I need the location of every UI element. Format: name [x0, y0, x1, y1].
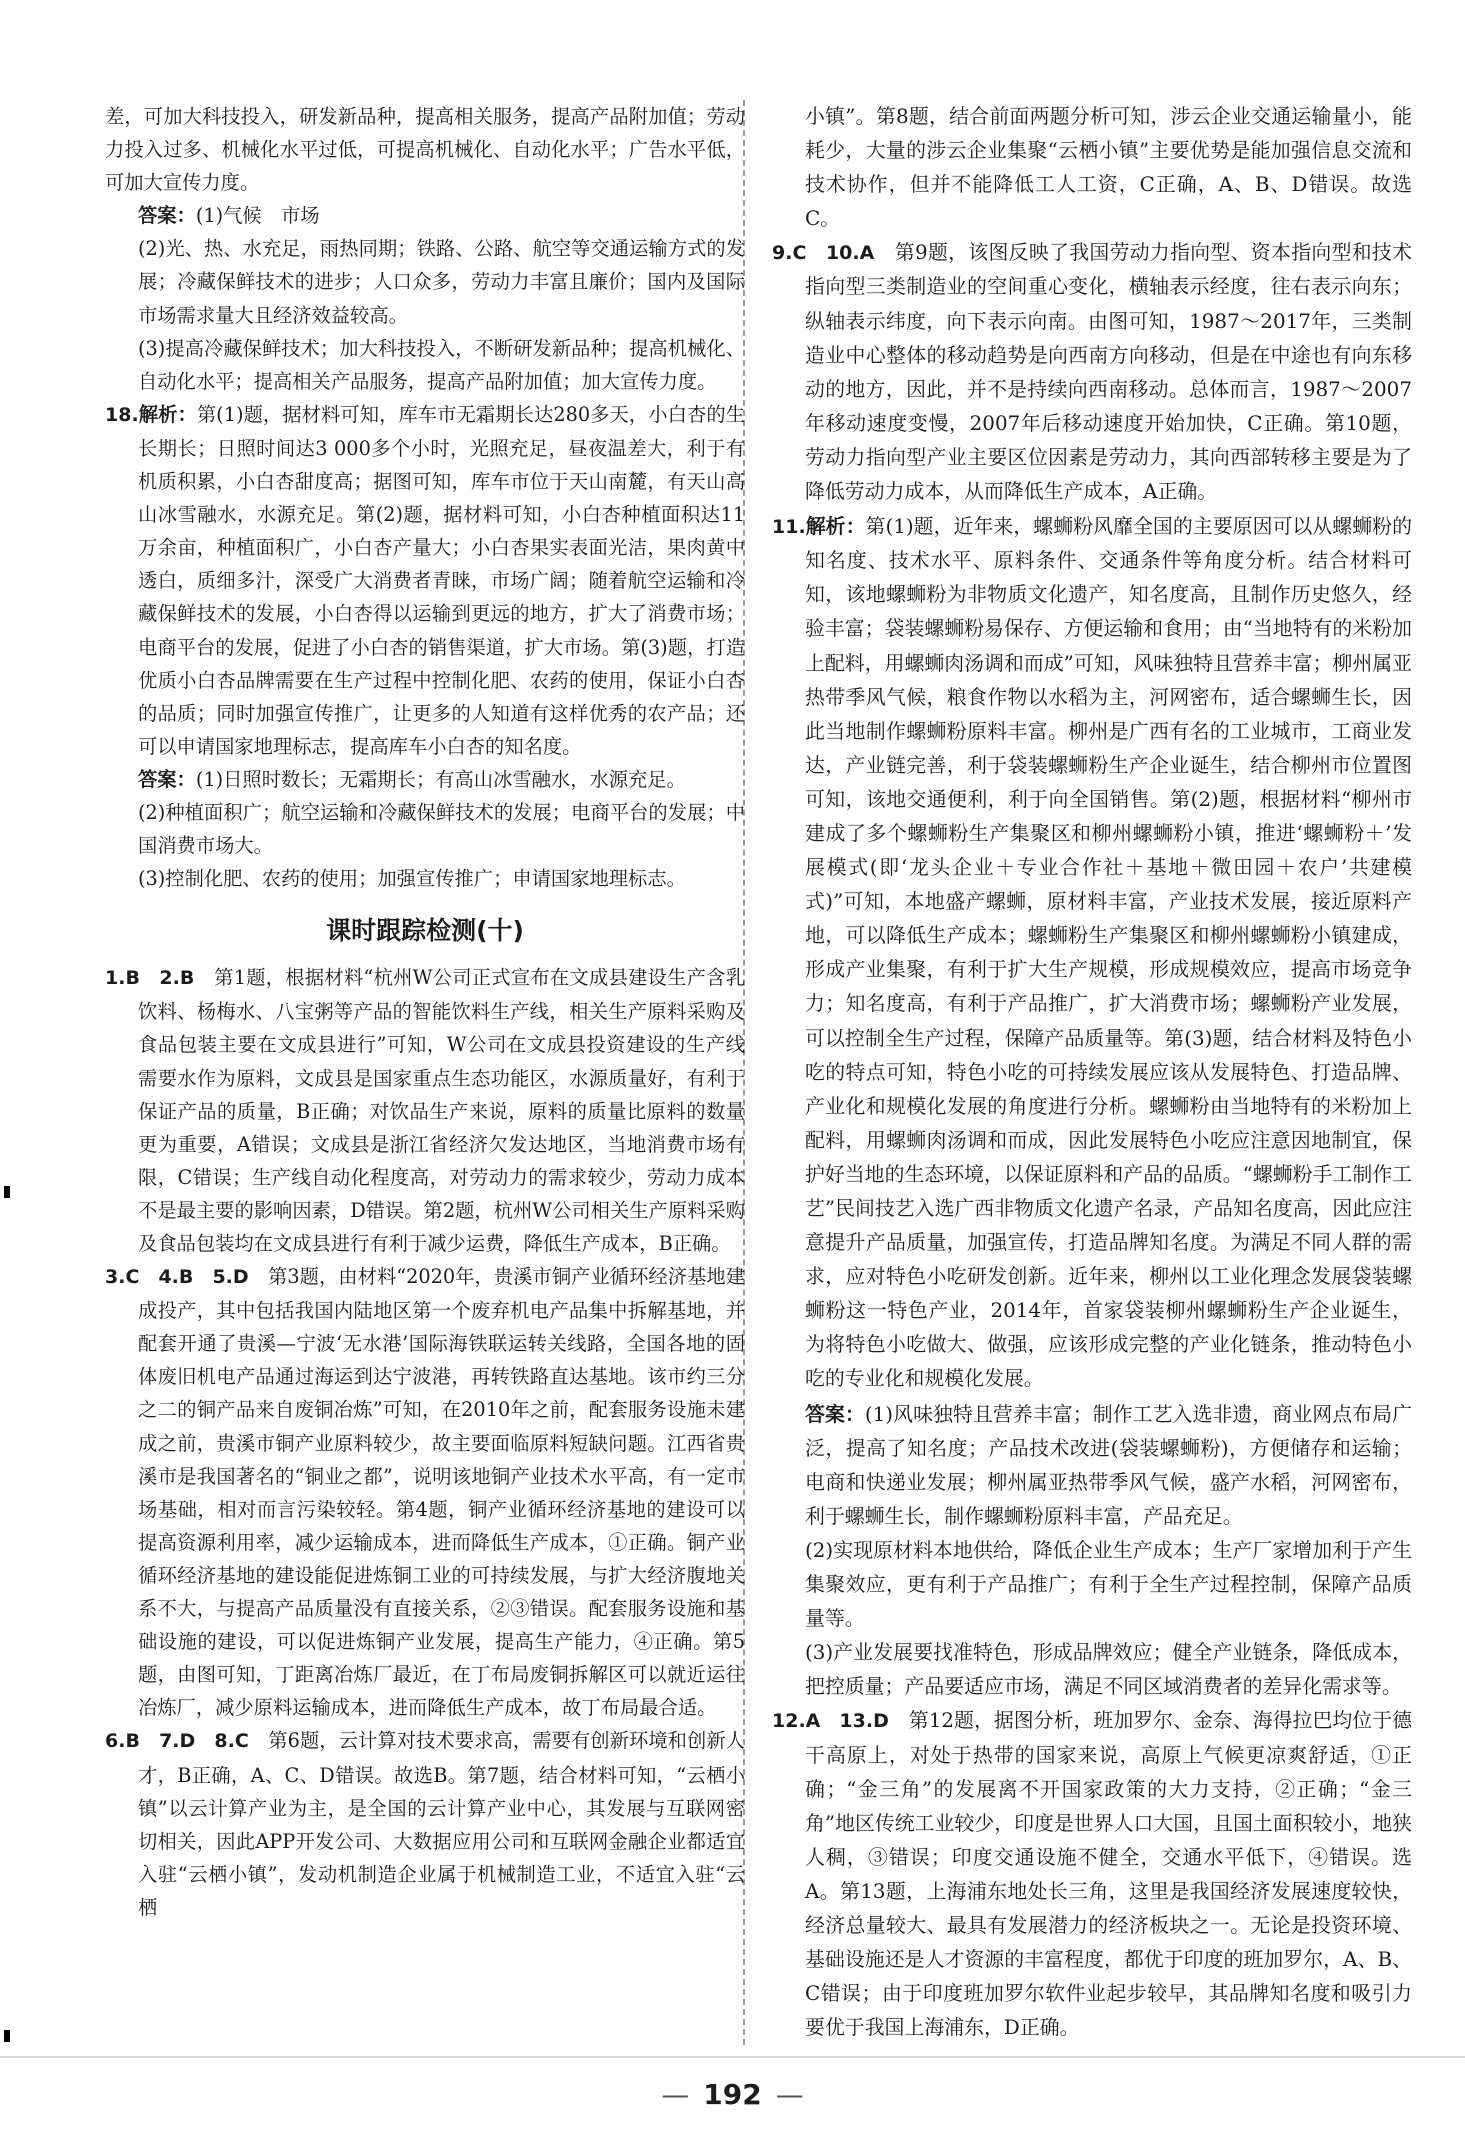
footer-rule [0, 2056, 1465, 2058]
q17-continued: 差，可加大科技投入，研发新品种，提高相关服务，提高产品附加值；劳动力投入过多、机械化水平过低，可提高机械化、自动化水平；广告水平低，可加大宣传力度。 [105, 105, 745, 195]
q18-answer-1: 答案：(1)日照时数长；无霜期长；有高山冰雪融水，水源充足。 [138, 767, 686, 791]
q9-10-analysis: 9.C 10.A 第9题，该图反映了我国劳动力指向型、资本指向型和技术指向型三类制造业的空间重心变化，横轴表示经度，往右表示向东；纵轴表示纬度，向下表示向南。由图可知，1987～2017年，三类制造业中心整体的移动趋势是向西南方向移动，但是在中途也有向东移动的地方，因此，并不是持续向西南移动。总体而言，1987～2007年移动速度变慢，2007年后移动速度开始加快，C正确。第10题，劳动力指向型产业主要区位因素是劳动力，其向西部转移主要是为了降低劳动力成本，从而降低生产成本，A正确。 [772, 241, 1413, 504]
binding-mark-bottom [4, 2030, 10, 2042]
binding-mark-top [4, 1186, 10, 1198]
q1-2-analysis: 1.B 2.B 第1题，根据材料“杭州W公司正式宣布在文成县建设生产含乳饮料、杨梅水、八宝粥等产品的智能饮料生产线，相关生产原料采购及食品包装主要在文成县进行”可知，W公司在文成县投资建设的生产线需要水作为原料，文成县是国家重点生态功能区，水源质量好，有利于保证产品的质量，B正确；对饮品生产来说，原料的质量比原料的数量更为重要，A错误；文成县是浙江省经济欠发达地区，当地消费市场有限，C错误；生产线自动化程度高，对劳动力的需求较少，劳动力成本不是最主要的影响因素，D错误。第2题，杭州W公司相关生产原料采购及食品包装均在文成县进行有利于减少运费，降低生产成本，B正确。 [105, 966, 745, 1255]
q12-13-analysis: 12.A 13.D 第12题，据图分析，班加罗尔、金奈、海得拉巴均位于德干高原上，对处于热带的国家来说，高原上气候更凉爽舒适，①正确；“金三角”的发展离不开国家政策的大力支持，②正确；“金三角”地区传统工业较少，印度是世界人口大国，且国土面积较小，地狭人稠，③错误；印度交通设施不健全，交通水平低下，④错误。选A。第13题，上海浦东地处长三角，这里是我国经济发展速度较快，经济总量较大、最具有发展潜力的经济板块之一。无论是投资环境、基础设施还是人才资源的丰富程度，都优于印度的班加罗尔，A、B、C错误；由于印度班加罗尔软件业起步较早，其品牌知名度和吸引力要优于我国上海浦东，D正确。 [772, 1709, 1413, 2040]
q18-analysis: 18.解析：第(1)题，据材料可知，库车市无霜期长达280多天，小白杏的生长期长；日照时间达3 000多个小时，光照充足，昼夜温差大，利于有机质积累，小白杏甜度高；据图可知，库车市位于天山南麓，有天山高山冰雪融水，水源充足。第(2)题，据材料可知，小白杏种植面积达11万余亩，种植面积广，小白杏产量大；小白杏果实表面光洁，果肉黄中透白，质细多汁，深受广大消费者青睐，市场广阔；随着航空运输和冷藏保鲜技术的发展，小白杏得以运输到更远的地方，扩大了消费市场；电商平台的发展，促进了小白杏的销售渠道，扩大市场。第(3)题，打造优质小白杏品牌需要在生产过程中控制化肥、农药的使用，保证小白杏的品质；同时加强宣传推广，让更多的人知道有这样优秀的农产品；还可以申请国家地理标志，提高库车小白杏的知名度。 [105, 402, 745, 758]
q8-continued: 小镇”。第8题，结合前面两题分析可知，涉云企业交通运输量小，能耗少，大量的涉云企业集聚“云栖小镇”主要优势是能加强信息交流和技术协作，但并不能降低工人工资，C正确，A、B、D错误。故选C。 [805, 105, 1412, 231]
q6-8-analysis: 6.B 7.D 8.C 第6题，云计算对技术要求高，需要有创新环境和创新人才，B正确，A、C、D错误。故选B。第7题，结合材料可知，“云栖小镇”以云计算产业为主，是全国的云计算产业中心，其发展与互联网密切相关，因此APP开发公司、大数据应用公司和互联网金融企业都适宜入驻“云栖小镇”，发动机制造企业属于机械制造工业，不适宜入驻“云栖 [105, 1729, 746, 1919]
page-number: — 192 — [661, 2078, 804, 2111]
section-title: 课时跟踪检测(十) [326, 916, 524, 946]
q11-answer-3: (3)产业发展要找准特色，形成品牌效应；健全产业链条，降低成本，把控质量；产品要适应市场，满足不同区域消费者的差异化需求等。 [805, 1641, 1412, 1699]
q17-answer-1: 答案：(1)气候 市场 [138, 204, 320, 228]
q17-answer-2: (2)光、热、水充足，雨热同期；铁路、公路、航空等交通运输方式的发展；冷藏保鲜技术的进步；人口众多，劳动力丰富且廉价；国内及国际市场需求量大且经济效益较高。 [138, 237, 745, 327]
q18-answer-2: (2)种植面积广；航空运输和冷藏保鲜技术的发展；电商平台的发展；中国消费市场大。 [138, 800, 745, 858]
q17-answer-3: (3)提高冷藏保鲜技术；加大科技投入，不断研发新品种；提高机械化、自动化水平；提高相关产品服务，提高产品附加值；加大宣传力度。 [138, 336, 745, 393]
q11-answer-2: (2)实现原材料本地供给，降低企业生产成本；生产厂家增加利于产生集聚效应，更有利于产品推广；有利于全生产过程控制，保障产品质量等。 [805, 1538, 1412, 1631]
q18-answer-3: (3)控制化肥、农药的使用；加强宣传推广；申请国家地理标志。 [138, 867, 686, 891]
q11-answer-1: 答案：(1)风味独特且营养丰富；制作工艺入选非遗，商业网点布局广泛，提高了知名度；产品技术改进(袋装螺蛳粉)，方便储存和运输；电商和快递业发展；柳州属亚热带季风气候，盛产水稻，河网密布，利于螺蛳生长，制作螺蛳粉原料丰富，产品充足。 [805, 1401, 1412, 1528]
right-column [772, 100, 1412, 2045]
left-column [105, 100, 745, 1924]
q3-5-analysis: 3.C 4.B 5.D 第3题，由材料“2020年，贵溪市铜产业循环经济基地建成投产，其中包括我国内陆地区第一个废弃机电产品集中拆解基地，并配套开通了贵溪—宁波‘无水港’国际海铁联运转关线路，全国各地的固体废旧机电产品通过海运到达宁波港，再转铁路直达基地。该市约三分之二的铜产品来自废铜冶炼”可知，在2010年之前，配套服务设施未建成之前，贵溪市铜产业原料较少，故主要面临原料短缺问题。江西省贵溪市是我国著名的“铜业之都”，说明该地铜产业技术水平高，有一定市场基础，相对而言污染较轻。第4题，铜产业循环经济基地的建设可以提高资源利用率，减少运输成本，进而降低生产成本，①正确。铜产业循环经济基地的建设能促进炼铜工业的可持续发展，与扩大经济腹地关系不大，与提高产品质量没有直接关系，②③错误。配套服务设施和基础设施的建设，可以促进炼铜产业发展，提高生产能力，④正确。第5题，由图可知，丁距离冶炼厂最近，在丁布局废铜拆解区可以就近运往冶炼厂，减少原料运输成本，进而降低生产成本，故丁布局最合适。 [105, 1265, 745, 1720]
q11-analysis: 11.解析：第(1)题，近年来，螺蛳粉风靡全国的主要原因可以从螺蛳粉的知名度、技术水平、原料条件、交通条件等角度分析。结合材料可知，该地螺蛳粉为非物质文化遗产，知名度高，且制作历史悠久，经验丰富；袋装螺蛳粉易保存、方便运输和食用；由“当地特有的米粉加上配料，用螺蛳肉汤调和而成”可知，风味独特且营养丰富；柳州属亚热带季风气候，粮食作物以水稻为主，河网密布，适合螺蛳生长，因此当地制作螺蛳粉原料丰富。柳州是广西有名的工业城市，工商业发达，产业链完善，利于袋装螺蛳粉生产企业诞生，结合柳州市位置图可知，该地交通便利，利于向全国销售。第(2)题，根据材料“柳州市建成了多个螺蛳粉生产集聚区和柳州螺蛳粉小镇，推进‘螺蛳粉＋’发展模式(即‘龙头企业＋专业合作社＋基地＋微田园＋农户’共建模式)”可知，本地盛产螺蛳，原材料丰富，产业技术发展，接近原料产地，可以降低生产成本；螺蛳粉生产集聚区和柳州螺蛳粉小镇建成，形成产业集聚，有利于扩大生产规模，形成规模效应，提高市场竞争力；知名度高，有利于产品推广，扩大消费市场；螺蛳粉产业发展，可以控制全生产过程，保障产品质量等。第(3)题，结合材料及特色小吃的特点可知，特色小吃的可持续发展应该从发展特色、打造品牌、产业化和规模化发展的角度进行分析。螺蛳粉由当地特有的米粉加上配料，用螺蛳肉汤调和而成，因此发展特色小吃应注意因地制宜，保护好当地的生态环境，以保证原料和产品的品质。“螺蛳粉手工制作工艺”民间技艺入选广西非物质文化遗产名录，产品知名度高，因此应注意提升产品质量，加强宣传，打造品牌知名度。为满足不同人群的需求，应对特色小吃研发创新。近年来，柳州以工业化理念发展袋装螺蛳粉这一特色产业，2014年，首家袋装柳州螺蛳粉生产企业诞生，为将特色小吃做大、做强，应该形成完整的产业化链条，推动特色小吃的专业化和规模化发展。 [772, 514, 1412, 1391]
